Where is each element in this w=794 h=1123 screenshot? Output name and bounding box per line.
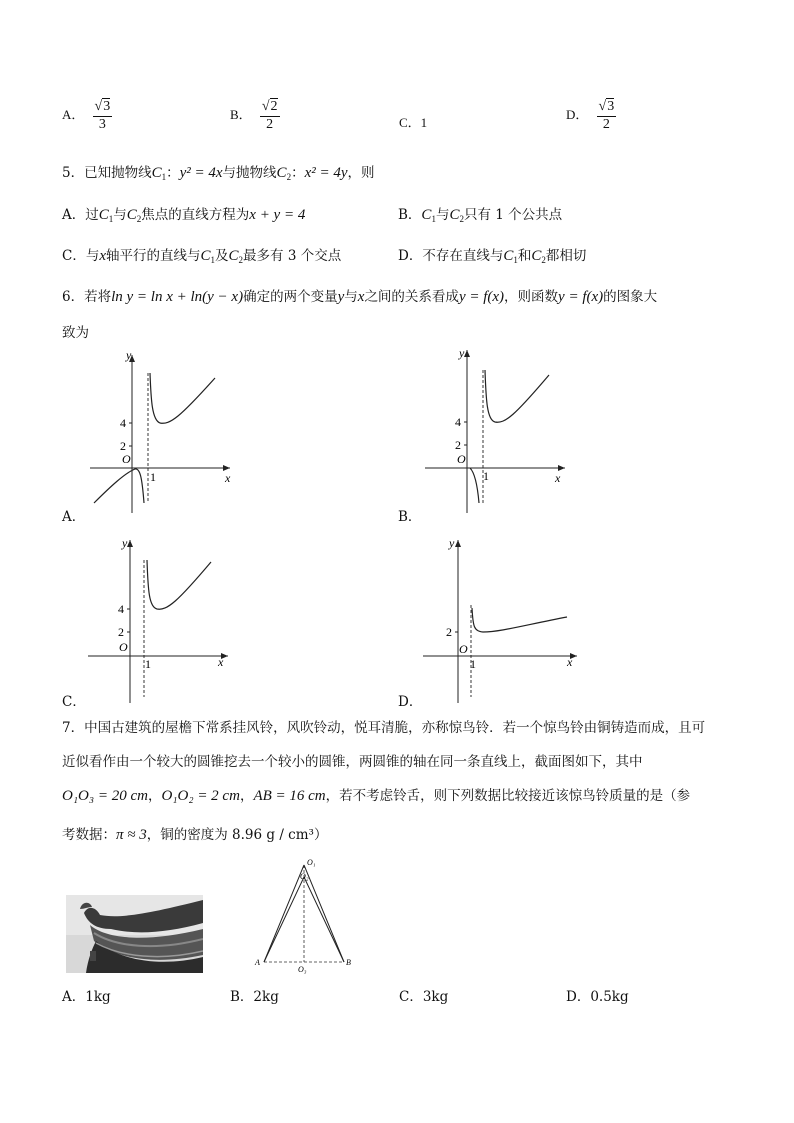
graph-b-tick-1: 1	[483, 469, 489, 483]
graph-d	[415, 535, 585, 705]
q4-option-c: C．1	[399, 115, 428, 130]
graph-c-tick-4: 4	[118, 602, 124, 616]
graph-a-tick-4: 4	[120, 416, 126, 430]
inner-cone-left	[264, 877, 304, 962]
graph-c-label: C．	[62, 694, 86, 710]
q5-option-c: C．与x轴平行的直线与$C_1$及$C_2$最多有 3 个交点	[62, 248, 342, 265]
q7-line1: 7．中国古建筑的屋檐下常系挂风铃，风吹铃动，悦耳清脆，亦称惊鸟铃．若一个惊鸟铃由铜铸造而成，且可	[62, 720, 706, 736]
label-a: A	[255, 958, 260, 967]
q7-line2: 近似看作由一个较大的圆锥挖去一个较小的圆锥，两圆锥的轴在同一条直线上，截面图如下，其中	[62, 754, 643, 770]
label-o1: O₁	[307, 858, 316, 867]
q4-option-a: A． $\frac{√3}{3}$	[62, 99, 111, 132]
graph-b-left-branch	[470, 468, 479, 503]
graph-a-left-branch	[94, 469, 144, 503]
q4-option-a-fraction: $\frac{√3}{3}$	[94, 99, 111, 132]
graph-a-label: A．	[62, 509, 86, 525]
inner-cone-right	[304, 877, 344, 962]
q4-option-d-fraction: $\frac{√3}{2}$	[598, 99, 615, 132]
graph-b-right-branch	[485, 370, 549, 422]
label-b: B	[346, 958, 351, 967]
graph-c-origin: O	[119, 640, 128, 654]
graph-a-y-label: y	[126, 348, 132, 362]
graph-a-x-label: x	[225, 471, 231, 485]
graph-c-y-label: y	[122, 536, 128, 550]
graph-c-right-branch	[147, 560, 211, 609]
graph-a	[80, 345, 240, 515]
graph-d-right-branch	[472, 608, 567, 632]
q5-stem: 5．已知抛物线$C_1$：y² = 4x与抛物线$C_2$：x² = 4y，则	[62, 165, 375, 182]
graph-c-x-label: x	[218, 655, 224, 669]
outer-cone-right	[304, 865, 344, 962]
graph-d-label: D．	[398, 694, 423, 710]
label-o3: O₃	[298, 965, 307, 974]
graph-b-tick-4: 4	[455, 415, 461, 429]
graph-b-label: B．	[398, 509, 422, 525]
q4-option-b-fraction: $\frac{√2}{2}$	[261, 99, 278, 132]
graph-d-origin: O	[459, 642, 468, 656]
cone-diagram	[250, 855, 360, 975]
graph-c	[80, 535, 240, 705]
q7-option-c: C．3kg	[399, 989, 449, 1005]
q7-option-b: B．2kg	[230, 989, 279, 1005]
graph-b	[415, 345, 575, 515]
q5-option-b: B．$C_1$与$C_2$只有 1 个公共点	[398, 207, 563, 224]
graph-c-tick-2: 2	[118, 625, 124, 639]
graph-d-x-label: x	[567, 655, 573, 669]
q7-line3: O₁O₃ = 20 cm，O₁O₂ = 2 cm，AB = 16 cm，若不考虑铃舌，则下列数据比较接近该惊鸟铃质量的是（参	[62, 788, 691, 804]
q7-line4: 考数据：π ≈ 3，铜的密度为 8.96 g / cm³）	[62, 827, 328, 843]
graph-a-tick-1: 1	[150, 470, 156, 484]
roof-eave-photo	[66, 895, 203, 973]
graph-b-tick-2: 2	[455, 438, 461, 452]
graph-a-tick-2: 2	[120, 439, 126, 453]
graph-b-y-label: y	[459, 346, 465, 360]
graph-d-tick-2: 2	[446, 625, 452, 639]
graph-b-x-label: x	[555, 471, 561, 485]
q7-option-a: A．1kg	[62, 989, 111, 1005]
graph-a-origin: O	[122, 452, 131, 466]
graph-d-y-label: y	[449, 536, 455, 550]
graph-a-right-branch	[150, 373, 215, 423]
q4-option-b: B． $\frac{√2}{2}$	[230, 99, 278, 132]
label-o2: O₂	[300, 872, 309, 881]
q6-stem-line2: 致为	[62, 325, 89, 341]
q5-option-d: D．不存在直线与$C_1$和$C_2$都相切	[398, 248, 587, 265]
q5-option-a: A．过$C_1$与$C_2$焦点的直线方程为x + y = 4	[62, 207, 306, 224]
graph-b-origin: O	[457, 452, 466, 466]
outer-cone-left	[264, 865, 304, 962]
graph-c-tick-1: 1	[145, 657, 151, 671]
q6-stem: 6．若将ln y = ln x + ln(y − x)确定的两个变量y与x之间的关系看成y = f(x)，则函数y = f(x)的图象大	[62, 289, 658, 305]
graph-d-tick-1: 1	[470, 657, 476, 671]
q7-option-d: D．0.5kg	[566, 989, 629, 1005]
q4-option-d: D． $\frac{√3}{2}$	[566, 99, 615, 132]
